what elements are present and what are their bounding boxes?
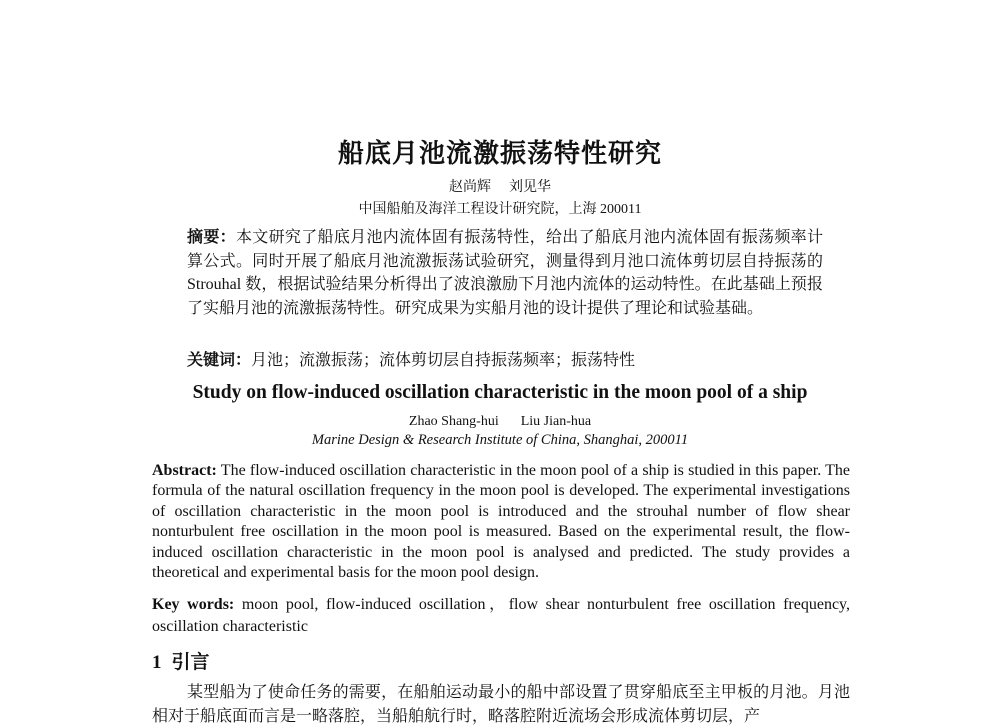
english-keywords-label: Key words: — [152, 596, 235, 613]
chinese-keywords-label: 关键词： — [187, 352, 252, 369]
english-keywords-text: moon pool, flow-induced oscillation，flow shear nonturbulent free oscillation frequency, oscillation characteristic — [152, 596, 851, 635]
english-abstract-label: Abstract: — [152, 462, 217, 479]
chinese-abstract-label: 摘要： — [187, 229, 236, 246]
chinese-keywords — [187, 349, 823, 372]
english-keywords — [152, 594, 850, 637]
section-number: 1 — [152, 652, 162, 673]
english-abstract-text: The flow-induced oscillation characteristic in the moon pool of a ship is studied in this paper. The formula of the natural oscillation frequency in the moon pool is developed. The experimental investigations of oscillation characteristic in the moon pool is introduced and the strouhal number of flow shear nonturbulent free oscillation in the moon pool is measured. Based on the experimental result, the flow-induced oscillation characteristic in the moon pool is analysed and predicted. The study provides a theoretical and experimental basis for the moon pool design. — [152, 462, 850, 582]
author-1-en: Zhao Shang-hui — [408, 414, 499, 429]
chinese-abstract — [187, 226, 823, 320]
chinese-affiliation: 中国船舶及海洋工程设计研究院，上海 200011 — [358, 202, 642, 217]
author-2-zh: 刘见华 — [509, 180, 551, 195]
english-authors — [0, 414, 1000, 430]
english-title: Study on flow-induced oscillation characteristic in the moon pool of a ship — [192, 382, 808, 403]
chinese-keywords-text: 月池；流激振荡；流体剪切层自持振荡频率；振荡特性 — [251, 352, 636, 369]
author-1-zh: 赵尚辉 — [449, 180, 491, 195]
chinese-abstract-text: 本文研究了船底月池内流体固有振荡特性，给出了船底月池内流体固有振荡频率计算公式。同时开展了船底月池流激振荡试验研究，测量得到月池口流体剪切层自持振荡的 Strouhal 数，根据试验结果分析得出了波浪激励下月池内流体的运动特性。在此基础上预报了实船月池的流激振荡特性。研究成果为实船月池的设计提供了理论和试验基础。 — [187, 229, 823, 317]
section-heading — [152, 647, 210, 674]
chinese-authors — [0, 176, 1000, 196]
chinese-title: 船底月池流激振荡特性研究 — [337, 139, 662, 169]
author-2-en: Liu Jian-hua — [520, 414, 592, 429]
section-title: 引言 — [171, 652, 210, 673]
intro-paragraph: 某型船为了使命任务的需要，在船舶运动最小的船中部设置了贯穿船底至主甲板的月池。月池相对于船底面而言是一略落腔，当船舶航行时，略落腔附近流场会形成流体剪切层，产 — [152, 684, 850, 725]
english-affiliation: Marine Design & Research Institute of China, Shanghai, 200011 — [311, 432, 689, 448]
english-abstract — [152, 461, 850, 583]
